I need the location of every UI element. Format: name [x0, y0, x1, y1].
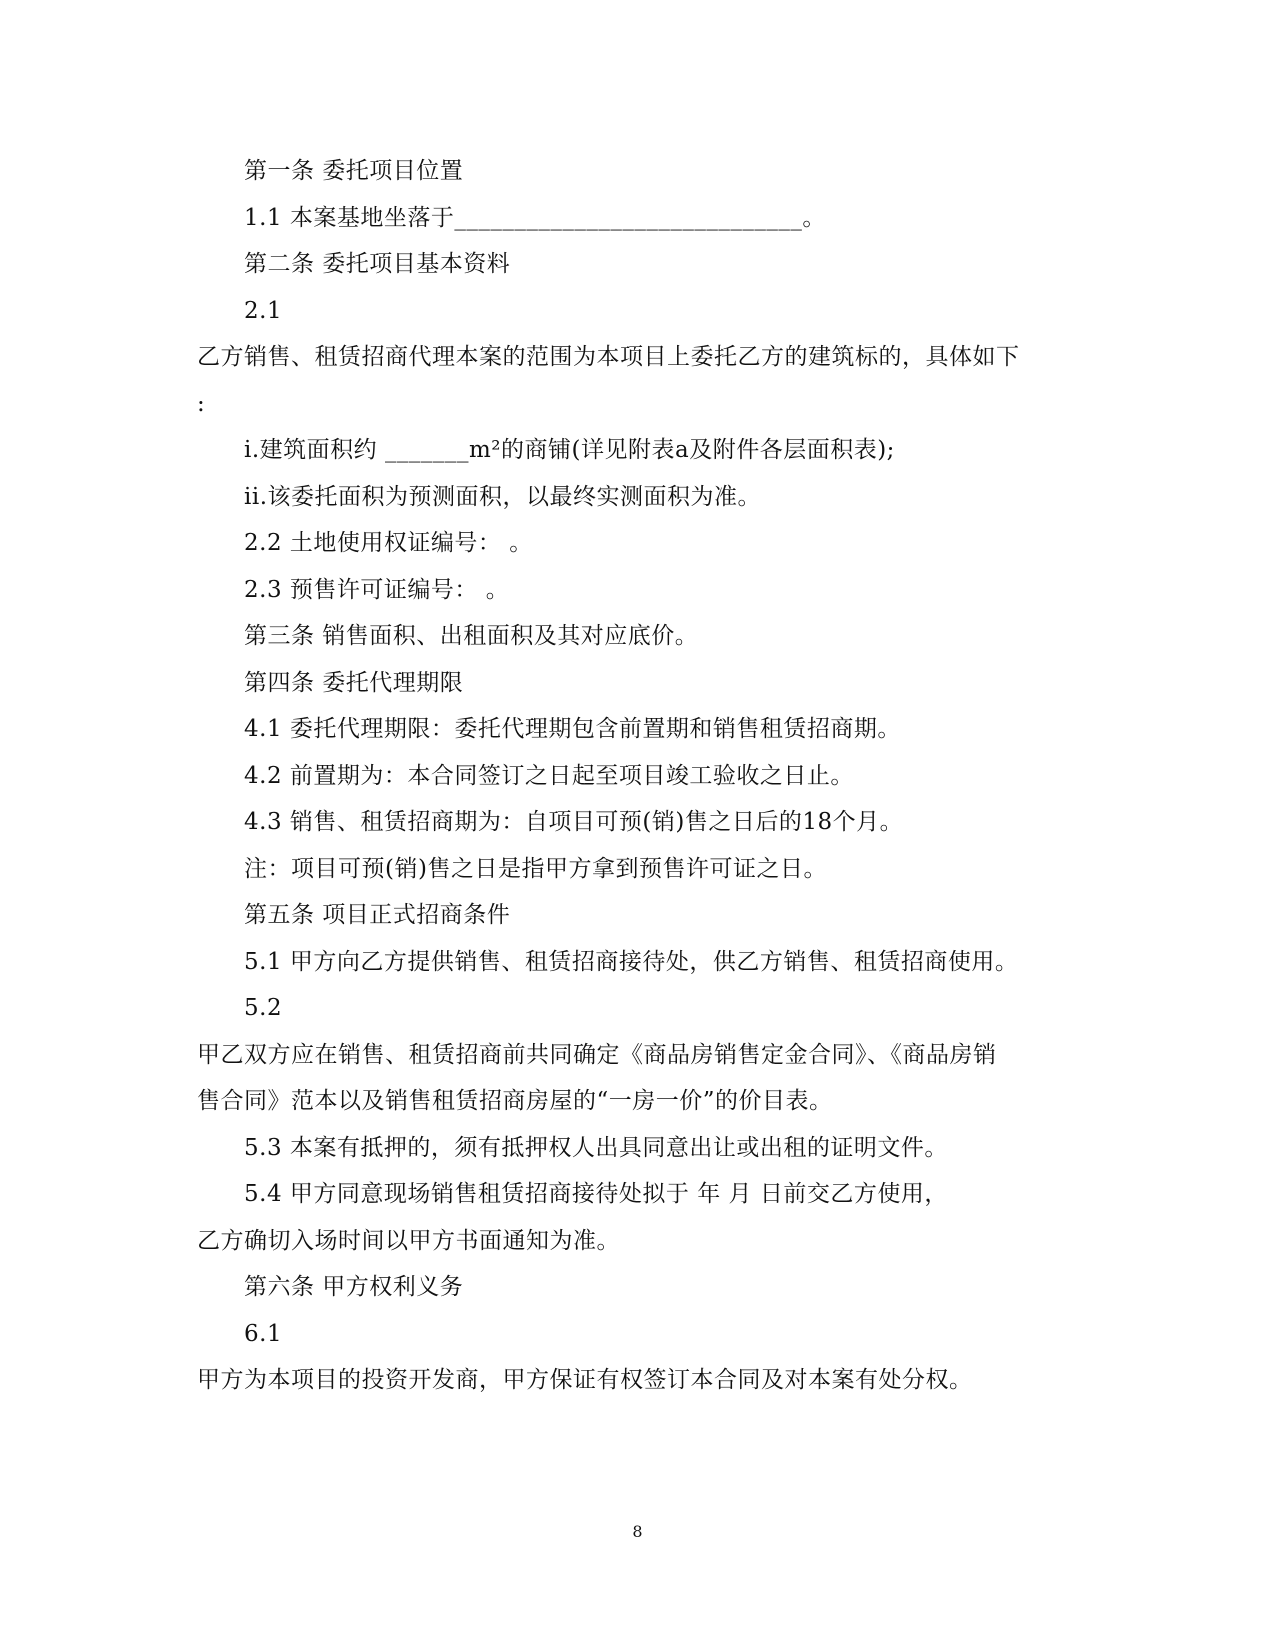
- clause-4-2: 4.2 前置期为：本合同签订之日起至项目竣工验收之日止。: [244, 763, 854, 789]
- article-5-heading: 第五条 项目正式招商条件: [244, 902, 511, 928]
- clause-5-1: 5.1 甲方向乙方提供销售、租赁招商接待处，供乙方销售、租赁招商使用。: [244, 949, 1019, 975]
- clause-5-2-number: 5.2: [244, 995, 283, 1021]
- clause-2-3: 2.3 预售许可证编号： 。: [244, 577, 510, 603]
- clause-6-1-number: 6.1: [244, 1321, 283, 1347]
- article-2-heading: 第二条 委托项目基本资料: [244, 251, 511, 277]
- clause-2-1-text: 乙方销售、租赁招商代理本案的范围为本项目上委托乙方的建筑标的，具体如下: [197, 344, 1020, 370]
- item-i: i.建筑面积约 _______m²的商铺(详见附表a及附件各层面积表);: [244, 437, 895, 463]
- clause-2-2: 2.2 土地使用权证编号： 。: [244, 530, 533, 556]
- article-3-heading: 第三条 销售面积、出租面积及其对应底价。: [244, 623, 699, 649]
- clause-5-2-text-line-1: 甲乙双方应在销售、租赁招商前共同确定《商品房销售定金合同》、《商品房销: [197, 1042, 997, 1068]
- clause-4-3: 4.3 销售、租赁招商期为：自项目可预(销)售之日后的18个月。: [244, 809, 904, 835]
- article-1-heading: 第一条 委托项目位置: [244, 158, 464, 184]
- clause-2-1-number: 2.1: [244, 298, 283, 324]
- clause-2-1-colon: :: [197, 391, 206, 417]
- article-4-heading: 第四条 委托代理期限: [244, 670, 464, 696]
- page-number: 8: [632, 1522, 643, 1541]
- note: 注：项目可预(销)售之日是指甲方拿到预售许可证之日。: [244, 856, 827, 882]
- clause-6-1-text: 甲方为本项目的投资开发商，甲方保证有权签订本合同及对本案有处分权。: [197, 1367, 973, 1393]
- clause-5-4-line-1: 5.4 甲方同意现场销售租赁招商接待处拟于 年 月 日前交乙方使用，: [244, 1181, 948, 1207]
- clause-4-1: 4.1 委托代理期限：委托代理期包含前置期和销售租赁招商期。: [244, 716, 901, 742]
- clause-5-4-line-2: 乙方确切入场时间以甲方书面通知为准。: [197, 1228, 620, 1254]
- clause-5-3: 5.3 本案有抵押的，须有抵押权人出具同意出让或出租的证明文件。: [244, 1135, 948, 1161]
- item-ii: ii.该委托面积为预测面积，以最终实测面积为准。: [244, 484, 762, 510]
- clause-1-1: 1.1 本案基地坐落于_____________________________。: [244, 205, 826, 231]
- clause-5-2-text-line-2: 售合同》范本以及销售租赁招商房屋的“一房一价”的价目表。: [197, 1088, 833, 1114]
- article-6-heading: 第六条 甲方权利义务: [244, 1274, 464, 1300]
